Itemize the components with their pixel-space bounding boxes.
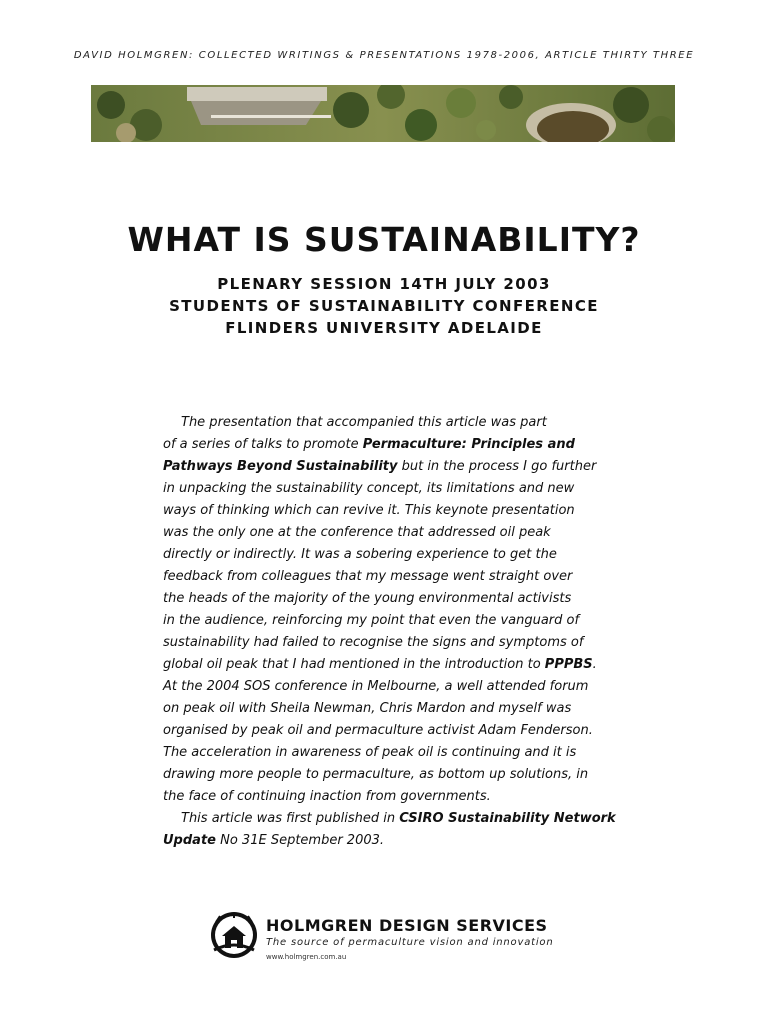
footer-branding [208,910,588,968]
body-line: sustainability had failed to recognise the signs and symptoms of [163,635,584,650]
body-line: of a series of talks to promote Permaculture: Principles and [163,437,575,452]
body-line: This article was first published in CSIRO Sustainability Network [181,811,616,826]
body-line: drawing more people to permaculture, as bottom up solutions, in [163,767,589,782]
subtitle-university: FLINDERS UNIVERSITY ADELAIDE [225,319,543,337]
subtitle-conference: STUDENTS OF SUSTAINABILITY CONFERENCE [169,297,599,315]
running-head: DAVID HOLMGREN: COLLECTED WRITINGS & PRESENTATIONS 1978-2006, ARTICLE THIRTY THREE [73,50,695,61]
body-line: was the only one at the conference that addressed oil peak [163,525,551,540]
holmgren-logo-icon [208,910,260,960]
company-website: www.holmgren.com.au [266,953,347,961]
body-line: ways of thinking which can revive it. This keynote presentation [163,503,575,518]
publication-title: CSIRO Sustainability Network [399,811,616,826]
body-line: in unpacking the sustainability concept, its limitations and new [163,481,575,496]
body-line: the heads of the majority of the young environmental activists [163,591,572,606]
body-line: the face of continuing inaction from governments. [163,789,491,804]
aerial-landscape-image [91,85,675,142]
body-line: organised by peak oil and permaculture activist Adam Fenderson. [163,723,593,738]
body-line: Pathways Beyond Sustainability but in the process I go further [163,459,597,474]
page-title: WHAT IS SUSTAINABILITY? [127,220,641,259]
subtitle-session: PLENARY SESSION 14TH JULY 2003 [217,275,551,293]
publication-title: Update [163,833,216,848]
body-line: on peak oil with Sheila Newman, Chris Mardon and myself was [163,701,572,716]
article-intro [163,412,616,852]
body-line: The presentation that accompanied this article was part [181,415,547,430]
book-title: Permaculture: Principles and [362,437,575,452]
subtitle-block [0,273,768,339]
company-name: HOLMGREN DESIGN SERVICES [266,916,548,935]
company-tagline: The source of permaculture vision and innovation [266,937,554,948]
body-line: feedback from colleagues that my message went straight over [163,569,573,584]
body-line: The acceleration in awareness of peak oil is continuing and it is [163,745,577,760]
body-line: directly or indirectly. It was a sobering experience to get the [163,547,557,562]
body-line: global oil peak that I had mentioned in the introduction to PPPBS. [163,657,597,672]
body-line: At the 2004 SOS conference in Melbourne, a well attended forum [163,679,589,694]
body-line: Update No 31E September 2003. [163,833,385,848]
book-abbrev: PPPBS [544,657,593,672]
header-photo [91,85,675,142]
body-line: in the audience, reinforcing my point that even the vanguard of [163,613,580,628]
book-title: Pathways Beyond Sustainability [163,459,398,474]
